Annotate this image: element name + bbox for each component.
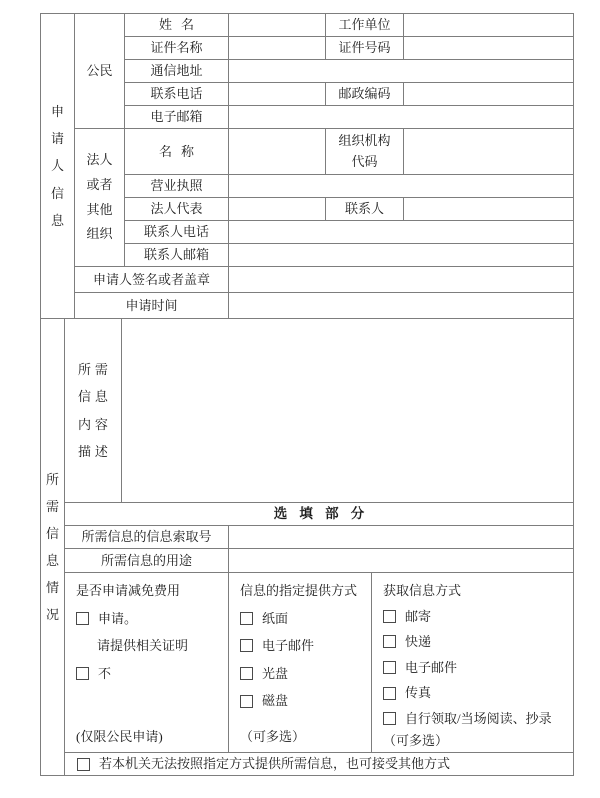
checkbox-email-delivery[interactable] <box>240 638 314 654</box>
checkbox-icon[interactable] <box>240 667 253 680</box>
checkbox-label: 传真 <box>405 685 432 701</box>
checkbox-no-fee-waiver[interactable] <box>76 666 111 682</box>
provide-method-column <box>229 573 372 753</box>
input-cert-no[interactable] <box>404 37 574 60</box>
input-work-unit[interactable] <box>404 14 574 37</box>
checkbox-icon[interactable] <box>240 612 253 625</box>
checkbox-label: 申请。 <box>98 610 138 626</box>
checkbox-label: 邮寄 <box>405 608 432 624</box>
fee-waiver-column <box>65 573 229 753</box>
checkbox-icon[interactable] <box>383 661 396 674</box>
input-contact[interactable] <box>404 198 574 221</box>
label-description: 所需 信息 内容 描述 <box>65 319 122 503</box>
checkbox-icon[interactable] <box>76 667 89 680</box>
checkbox-icon[interactable] <box>240 695 253 708</box>
input-cert-name[interactable] <box>229 37 326 60</box>
input-contact-phone[interactable] <box>229 221 574 244</box>
input-org-name[interactable] <box>229 129 326 175</box>
checkbox-label: 光盘 <box>262 665 289 681</box>
checkbox-email-obtain[interactable] <box>383 660 457 676</box>
obtain-method-column <box>372 573 574 753</box>
input-purpose[interactable] <box>229 549 574 573</box>
label-address: 通信地址 <box>125 60 229 83</box>
input-address[interactable] <box>229 60 574 83</box>
checkbox-label: 磁盘 <box>262 693 289 709</box>
group-label-citizen: 公民 <box>75 14 125 129</box>
label-org-code: 组织机构 代码 <box>326 129 404 175</box>
fee-waiver-footnote: (仅限公民申请) <box>76 729 163 745</box>
label-name: 姓 名 <box>125 14 229 37</box>
checkbox-icon[interactable] <box>77 758 90 771</box>
input-contact-email[interactable] <box>229 244 574 267</box>
checkbox-apply-fee-waiver[interactable] <box>76 611 137 627</box>
checkbox-label: 电子邮件 <box>262 638 315 654</box>
checkbox-label: 不 <box>98 665 112 681</box>
label-cert-name: 证件名称 <box>125 37 229 60</box>
label-contact-phone: 联系人电话 <box>125 221 229 244</box>
input-legal-rep[interactable] <box>229 198 326 221</box>
provide-method-footnote: （可多选） <box>240 729 306 745</box>
checkbox-label: 快递 <box>405 634 432 650</box>
label-email: 电子邮箱 <box>125 106 229 129</box>
checkbox-disk[interactable] <box>240 693 288 709</box>
checkbox-self-pickup[interactable] <box>383 711 552 727</box>
fee-waiver-proof-note: 请提供相关证明 <box>97 638 189 654</box>
input-phone[interactable] <box>229 83 326 106</box>
section-cell-applicant <box>41 14 75 319</box>
label-contact: 联系人 <box>326 198 404 221</box>
label-work-unit: 工作单位 <box>326 14 404 37</box>
input-name[interactable] <box>229 14 326 37</box>
label-contact-email: 联系人邮箱 <box>125 244 229 267</box>
label-org-name: 名 称 <box>125 129 229 175</box>
checkbox-label: 电子邮件 <box>405 659 458 675</box>
checkbox-mail[interactable] <box>383 609 431 625</box>
input-email[interactable] <box>229 106 574 129</box>
checkbox-icon[interactable] <box>383 687 396 700</box>
checkbox-accept-other-method[interactable] <box>65 756 573 772</box>
obtain-method-footnote: （可多选） <box>383 732 449 748</box>
required-info-table <box>40 318 574 776</box>
checkbox-label: 纸面 <box>262 610 289 626</box>
label-postcode: 邮政编码 <box>326 83 404 106</box>
obtain-method-title: 获取信息方式 <box>383 583 462 598</box>
input-license[interactable] <box>229 175 574 198</box>
section-cell-required <box>41 319 65 776</box>
provide-method-title: 信息的指定提供方式 <box>240 583 358 598</box>
checkbox-icon[interactable] <box>383 635 396 648</box>
fee-waiver-title: 是否申请减免费用 <box>76 583 181 598</box>
applicant-info-table <box>40 13 574 319</box>
input-index-no[interactable] <box>229 526 574 549</box>
checkbox-cd[interactable] <box>240 666 288 682</box>
other-method-note: 若本机关无法按照指定方式提供所需信息，也可接受其他方式 <box>99 756 451 772</box>
checkbox-fax[interactable] <box>383 685 431 701</box>
input-org-code[interactable] <box>404 129 574 175</box>
label-purpose: 所需信息的用途 <box>65 549 229 573</box>
input-postcode[interactable] <box>404 83 574 106</box>
group-label-legal-entity: 法人 或者 其他 组织 <box>75 129 125 267</box>
checkbox-icon[interactable] <box>383 610 396 623</box>
label-signature: 申请人签名或者盖章 <box>75 267 229 293</box>
label-apply-time: 申请时间 <box>75 293 229 319</box>
input-signature[interactable] <box>229 267 574 293</box>
optional-section-header: 选 填 部 分 <box>65 503 574 526</box>
checkbox-label: 自行领取/当场阅读、抄录 <box>405 710 552 726</box>
label-legal-rep: 法人代表 <box>125 198 229 221</box>
section-label-required-info: 所需信息情况 <box>45 471 59 623</box>
input-description[interactable] <box>122 319 574 503</box>
checkbox-express[interactable] <box>383 634 431 650</box>
other-method-row <box>65 753 574 776</box>
label-license: 营业执照 <box>125 175 229 198</box>
section-label-applicant-info: 申请人信息 <box>50 104 64 228</box>
checkbox-paper[interactable] <box>240 611 288 627</box>
checkbox-icon[interactable] <box>240 639 253 652</box>
checkbox-icon[interactable] <box>76 612 89 625</box>
label-phone: 联系电话 <box>125 83 229 106</box>
label-cert-no: 证件号码 <box>326 37 404 60</box>
label-index-no: 所需信息的信息索取号 <box>65 526 229 549</box>
input-apply-time[interactable] <box>229 293 574 319</box>
checkbox-icon[interactable] <box>383 712 396 725</box>
